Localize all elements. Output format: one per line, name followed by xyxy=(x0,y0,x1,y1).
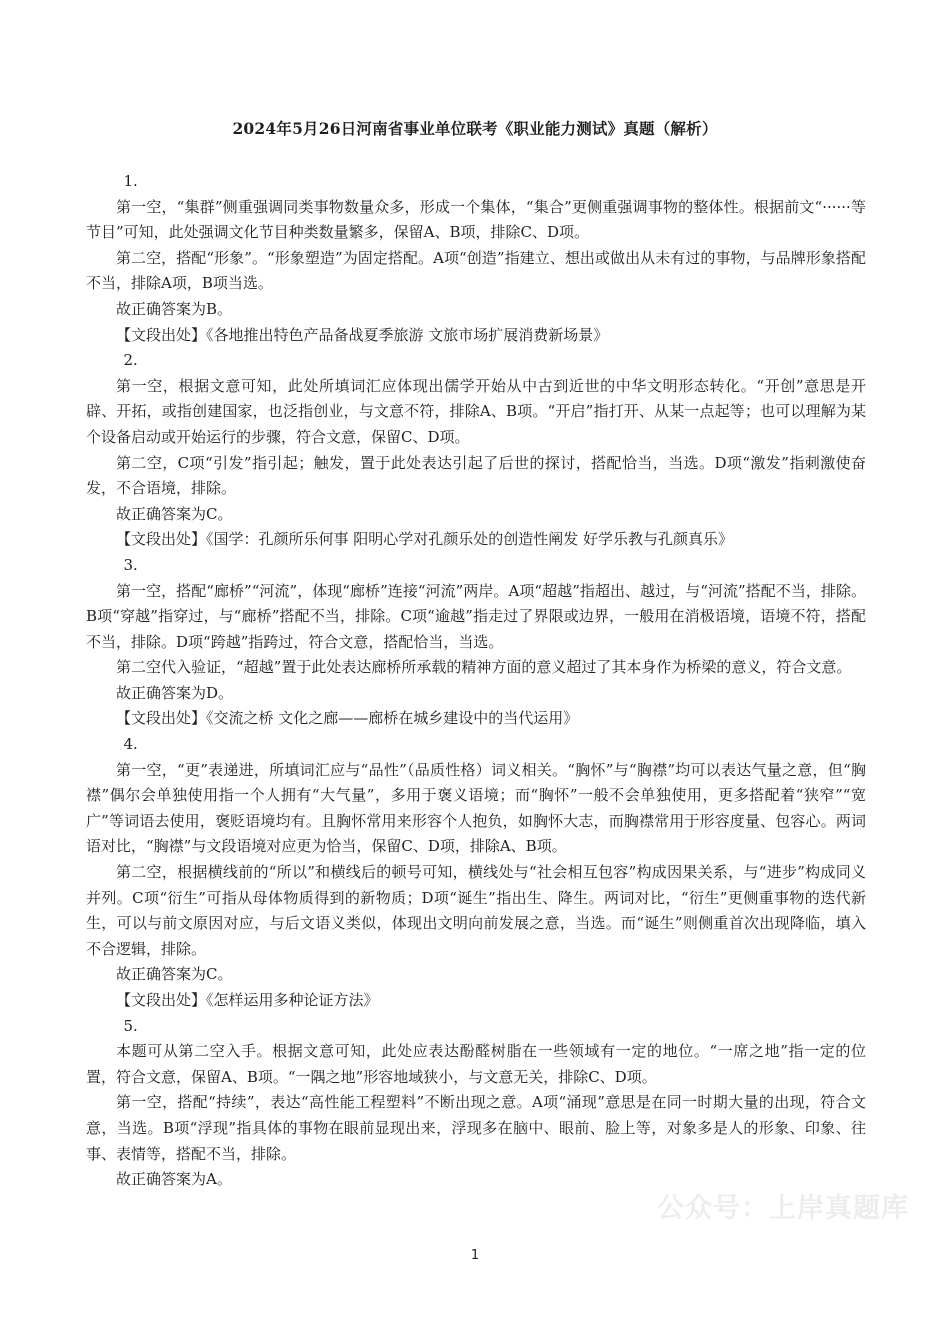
analysis-paragraph: 第一空，搭配“持续”，表达“高性能工程塑料”不断出现之意。A项“涌现”意思是在同一时期大量的出现，符合文意，当选。B项“浮现”指具体的事物在眼前显现出来，浮现多在脑中、眼前、脸上等，对象多是人的形象、印象、往事、表情等，搭配不当，排除。 xyxy=(86,1093,866,1163)
watermark: 公众号：上岸真题库 xyxy=(657,1193,909,1224)
analysis-paragraph: 第二空，C项“引发”指引起；触发，置于此处表达引起了后世的探讨，搭配恰当，当选。D项“激发”指刺激使奋发，不合语境，排除。 xyxy=(86,453,866,498)
analysis-paragraph: 第一空，“更”表递进，所填词汇应与“品性”（品质性格）词义相关。“胸怀”与“胸襟”均可以表达气量之意，但“胸襟”偶尔会单独使用指一个人拥有“大气量”，多用于褒义语境；而“胸怀”一般不会单独使用，更多搭配着“狭窄”“宽广”等词语去使用，褒贬语境均有。且胸怀常用来形容个人抱负，如胸怀大志，而胸襟常用于形容度量、包容心。两词语对比，“胸襟”与文段语境对应更为恰当，保留C、D项，排除A、B项。 xyxy=(86,760,866,856)
page-number: 1 xyxy=(470,1248,480,1263)
analysis-paragraph: 第一空，搭配“廊桥”“河流”，体现“廊桥”连接“河流”两岸。A项“超越”指超出、越过，与“河流”搭配不当，排除。B项“穿越”指穿过，与“廊桥”搭配不当，排除。C项“逾越”指走过了界限或边界，一般用在消极语境，语境不符，搭配不当，排除。D项“跨越”指跨过，符合文意，搭配恰当，当选。 xyxy=(86,581,866,651)
analysis-paragraph: 第一空，“集群”侧重强调同类事物数量众多，形成一个集体，“集合”更侧重强调事物的整体性。根据前文“······等节目”可知，此处强调文化节目种类数量繁多，保留A、B项，排除C、D项。 xyxy=(86,197,866,242)
answer-line: 故正确答案为C。 xyxy=(116,504,233,523)
analysis-paragraph: 第二空代入验证，“超越”置于此处表达廊桥所承载的精神方面的意义超过了其本身作为桥梁的意义，符合文意。 xyxy=(116,658,852,677)
source-line: 【文段出处】《各地推出特色产品备战夏季旅游 文旅市场扩展消费新场景》 xyxy=(116,325,609,344)
analysis-paragraph: 第二空，搭配“形象”。“形象塑造”为固定搭配。A项“创造”指建立、想出或做出从未有过的事物，与品牌形象搭配不当，排除A项，B项当选。 xyxy=(86,248,866,293)
answer-line: 故正确答案为C。 xyxy=(116,965,233,984)
question-number: 1. xyxy=(123,172,138,190)
document-body xyxy=(86,169,866,1193)
answer-line: 故正确答案为A。 xyxy=(116,1170,232,1189)
question-number: 2. xyxy=(123,351,138,370)
source-line: 【文段出处】《交流之桥 文化之廊——廊桥在城乡建设中的当代运用》 xyxy=(116,709,579,728)
analysis-paragraph: 第二空，根据横线前的“所以”和横线后的顿号可知，横线处与“社会相互包容”构成因果关系，与“进步”构成同义并列。C项“衍生”可指从母体物质得到的新物质；D项“诞生”指出生、降生。两词对比，“衍生”更侧重事物的迭代新生，可以与前文原因对应，与后文语义类似，体现出文明向前发展之意，当选。而“诞生”则侧重首次出现降临，填入不合逻辑，排除。 xyxy=(86,863,866,958)
document-title: 2024年5月26日河南省事业单位联考《职业能力测试》真题（解析） xyxy=(232,119,718,138)
question-number: 3. xyxy=(123,555,138,574)
question-number: 4. xyxy=(123,735,138,754)
answer-line: 故正确答案为B。 xyxy=(116,299,233,318)
analysis-paragraph: 第一空，根据文意可知，此处所填词汇应体现出儒学开始从中古到近世的中华文明形态转化。“开创”意思是开辟、开拓，或指创建国家，也泛指创业，与文意不符，排除A、B项。“开启”指打开、从某一点起等；也可以理解为某个设备启动或开始运行的步骤，符合文意，保留C、D项。 xyxy=(86,376,866,446)
source-line: 【文段出处】《怎样运用多种论证方法》 xyxy=(116,991,379,1009)
question-number: 5. xyxy=(123,1016,138,1035)
answer-line: 故正确答案为D。 xyxy=(116,683,234,702)
analysis-paragraph: 本题可从第二空入手。根据文意可知，此处应表达酚醛树脂在一些领域有一定的地位。“一席之地”指一定的位置，符合文意，保留A、B项。“一隅之地”形容地域狭小，与文意无关，排除C、D项。 xyxy=(86,1042,866,1086)
source-line: 【文段出处】《国学：孔颜所乐何事 阳明心学对孔颜乐处的创造性阐发 好学乐教与孔颜真乐》 xyxy=(116,530,734,549)
